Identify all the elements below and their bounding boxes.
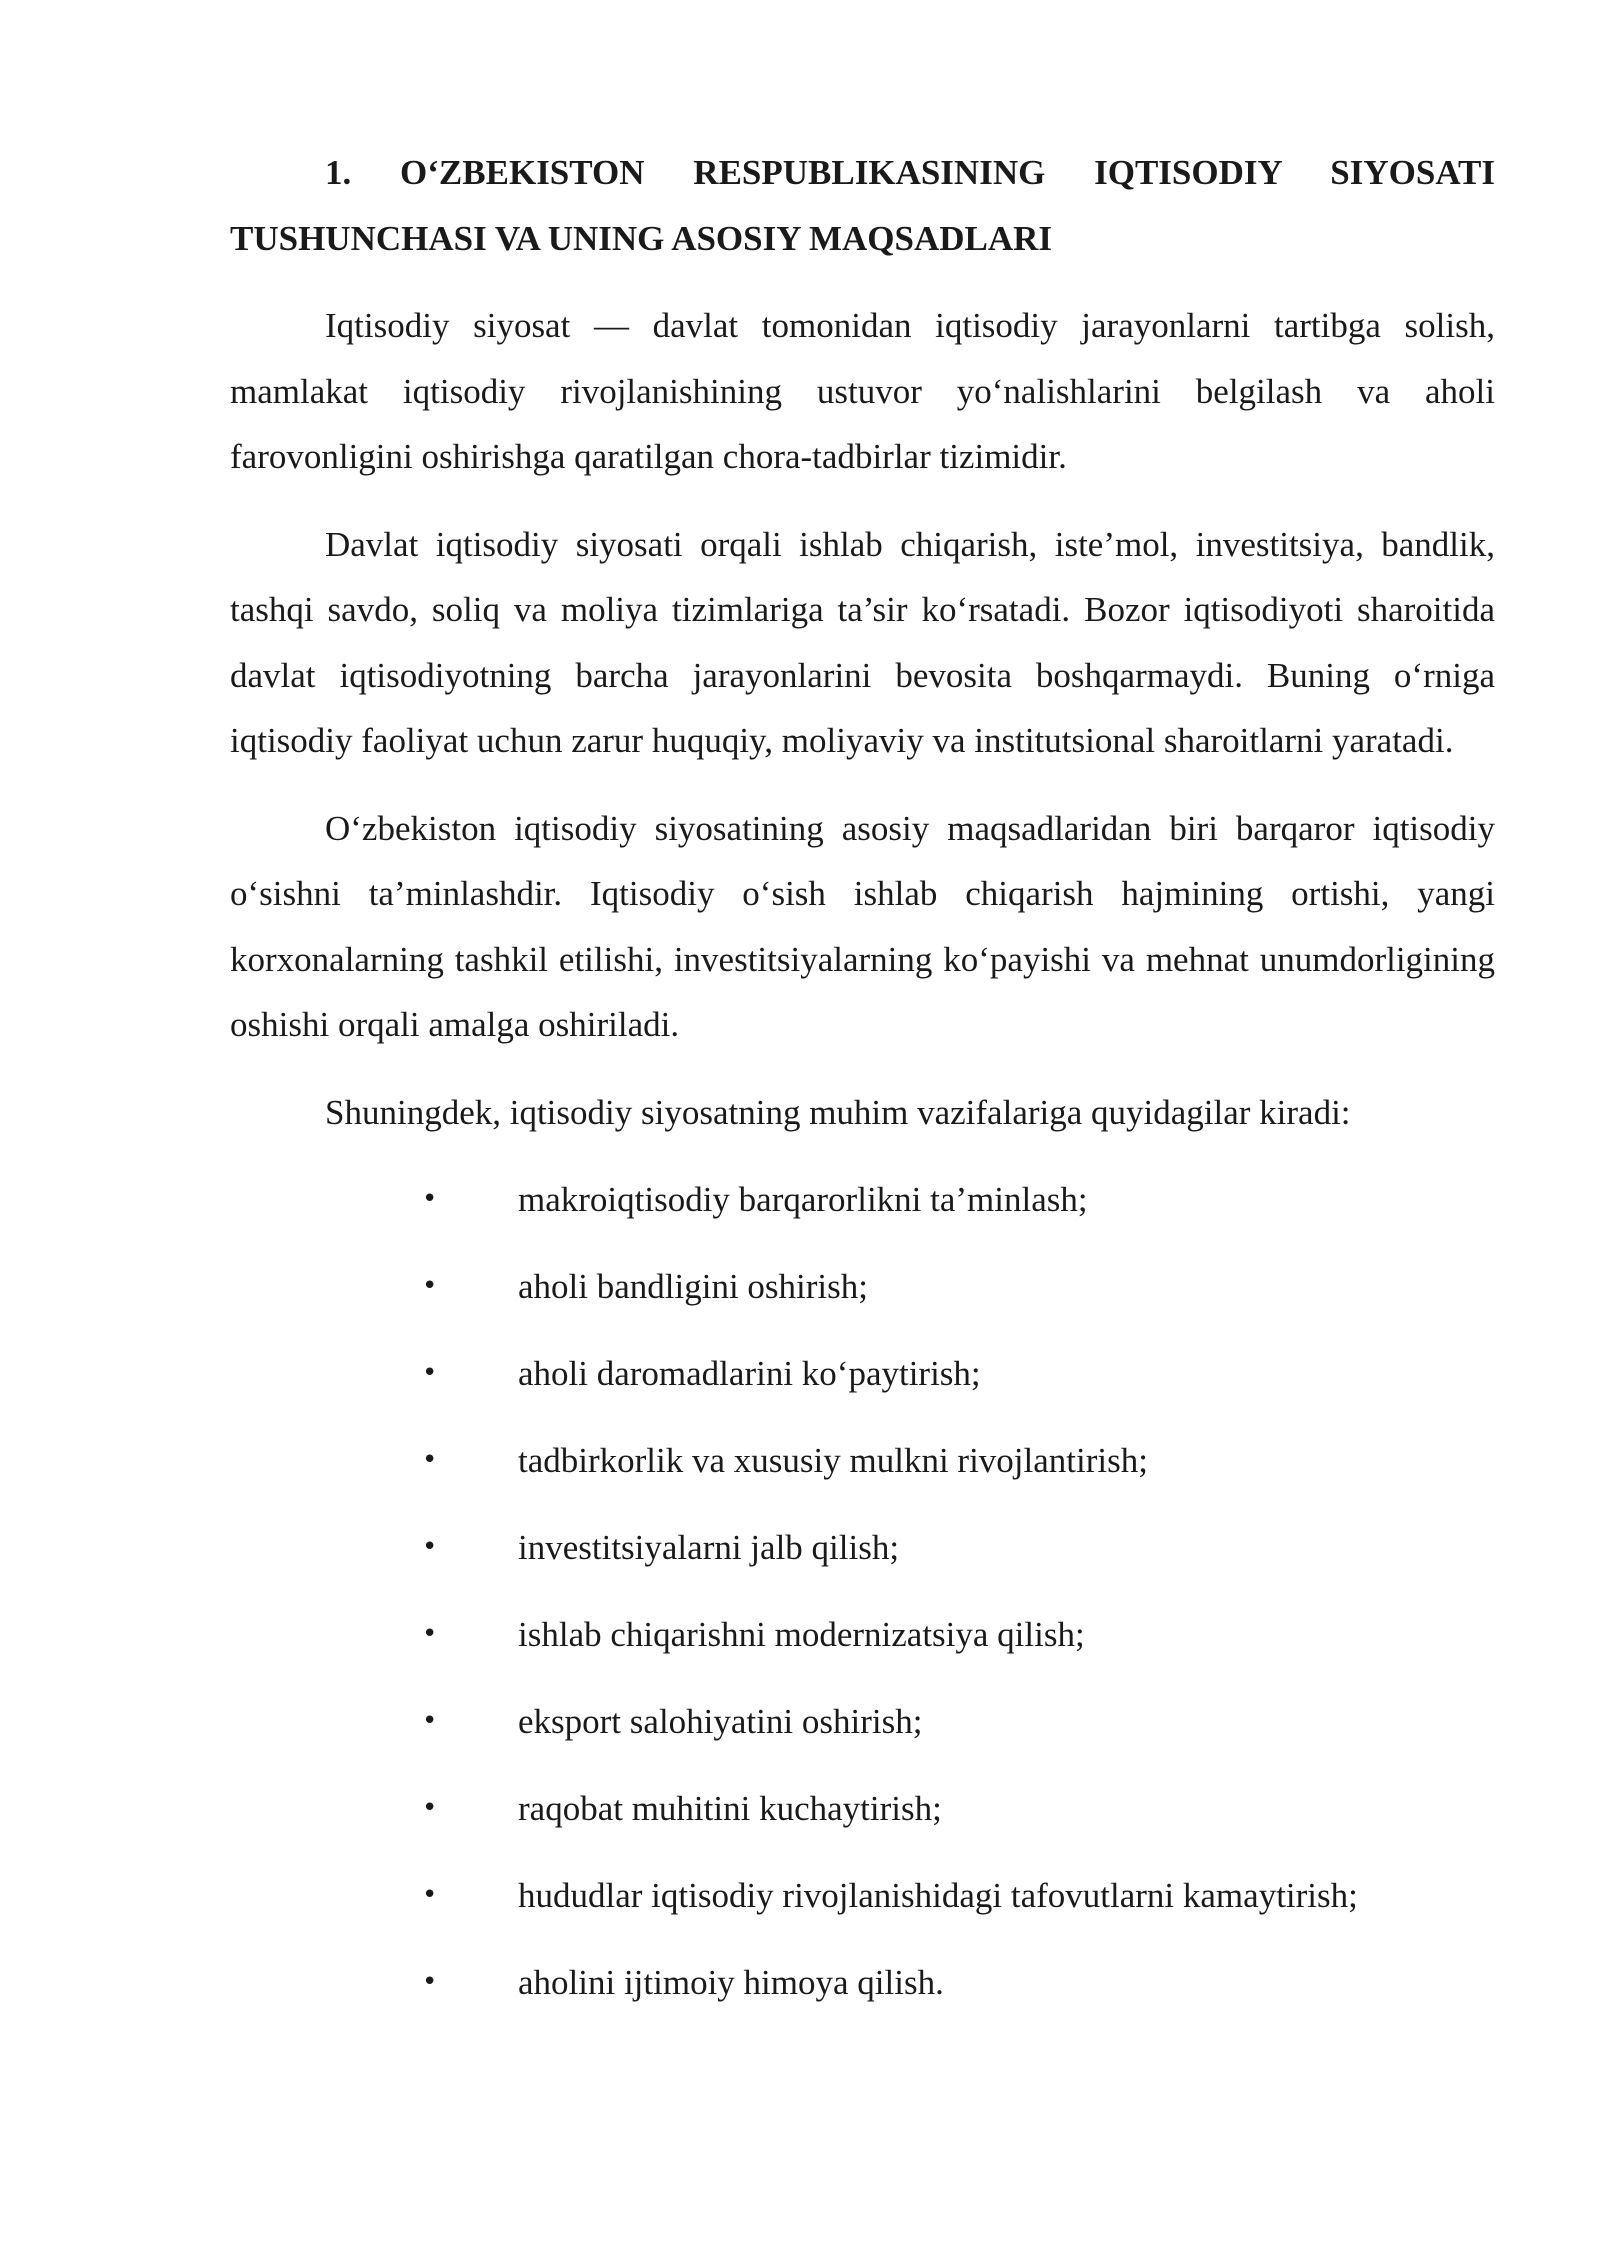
bullet-icon: • (422, 1619, 438, 1649)
bullet-icon: • (422, 1793, 438, 1823)
list-item-text: investitsiyalarni jalb qilish; (518, 1528, 900, 1567)
bullet-icon: • (422, 1358, 438, 1388)
list-item (230, 1167, 1495, 1233)
list-item-text: raqobat muhitini kuchaytirish; (518, 1789, 942, 1828)
list-item (230, 1515, 1495, 1581)
list-item (230, 1863, 1495, 1929)
list-item-text: aholi bandligini oshirish; (518, 1267, 868, 1306)
list-item (230, 1776, 1495, 1842)
list-item-text: makroiqtisodiy barqarorlikni ta’minlash; (518, 1180, 1088, 1219)
bullet-icon: • (422, 1880, 438, 1910)
bullet-icon: • (422, 1445, 438, 1475)
document-page (230, 140, 1495, 2037)
paragraph-definition: Iqtisodiy siyosat — davlat tomonidan iqtisodiy jarayonlarni tartibga solish, mamlakat iqtisodiy rivojlanishining ustuvor yo‘nalishlarini belgilash va aholi farovonligini oshirishga qaratilgan chora-tadbirlar tizimidir. (230, 306, 1495, 476)
list-item-text: aholini ijtimoiy himoya qilish. (518, 1963, 944, 2002)
section-heading: 1. O‘ZBEKISTON RESPUBLIKASINING IQTISODIY SIYOSATI TUSHUNCHASI VA UNING ASOSIY MAQSADLARI (230, 153, 1495, 258)
list-item-text: tadbirkorlik va xususiy mulkni rivojlantirish; (518, 1441, 1148, 1480)
list-item-text: aholi daromadlarini ko‘paytirish; (518, 1354, 981, 1393)
list-item (230, 1254, 1495, 1320)
paragraph-main-goals: O‘zbekiston iqtisodiy siyosatining asosiy maqsadlaridan biri barqaror iqtisodiy o‘sishni ta’minlashdir. Iqtisodiy o‘sish ishlab chiqarish hajmining ortishi, yangi korxonalarning tashkil etilishi, investitsiyalarning ko‘payishi va mehnat unumdorligining oshishi orqali amalga oshiriladi. (230, 808, 1495, 1044)
paragraph-state-role: Davlat iqtisodiy siyosati orqali ishlab chiqarish, iste’mol, investitsiya, bandlik, tashqi savdo, soliq va moliya tizimlariga ta’sir ko‘rsatadi. Bozor iqtisodiyoti sharoitida davlat iqtisodiyotning barcha jarayonlarini bevosita boshqarmaydi. Buning o‘rniga iqtisodiy faoliyat uchun zarur huquqiy, moliyaviy va institutsional sharoitlarni yaratadi. (230, 524, 1495, 760)
list-item (230, 1602, 1495, 1668)
list-item (230, 1689, 1495, 1755)
tasks-list (230, 1167, 1495, 2016)
bullet-icon: • (422, 1967, 438, 1997)
list-item-text: eksport salohiyatini oshirish; (518, 1702, 923, 1741)
bullet-icon: • (422, 1271, 438, 1301)
bullet-icon: • (422, 1532, 438, 1562)
list-item (230, 1428, 1495, 1494)
bullet-icon: • (422, 1706, 438, 1736)
list-item (230, 1341, 1495, 1407)
list-item (230, 1950, 1495, 2016)
list-item-text: ishlab chiqarishni modernizatsiya qilish; (518, 1615, 1085, 1654)
paragraph-tasks-intro: Shuningdek, iqtisodiy siyosatning muhim vazifalariga quyidagilar kiradi: (325, 1092, 1351, 1132)
list-item-text: hududlar iqtisodiy rivojlanishidagi tafovutlarni kamaytirish; (518, 1876, 1358, 1915)
bullet-icon: • (422, 1184, 438, 1214)
